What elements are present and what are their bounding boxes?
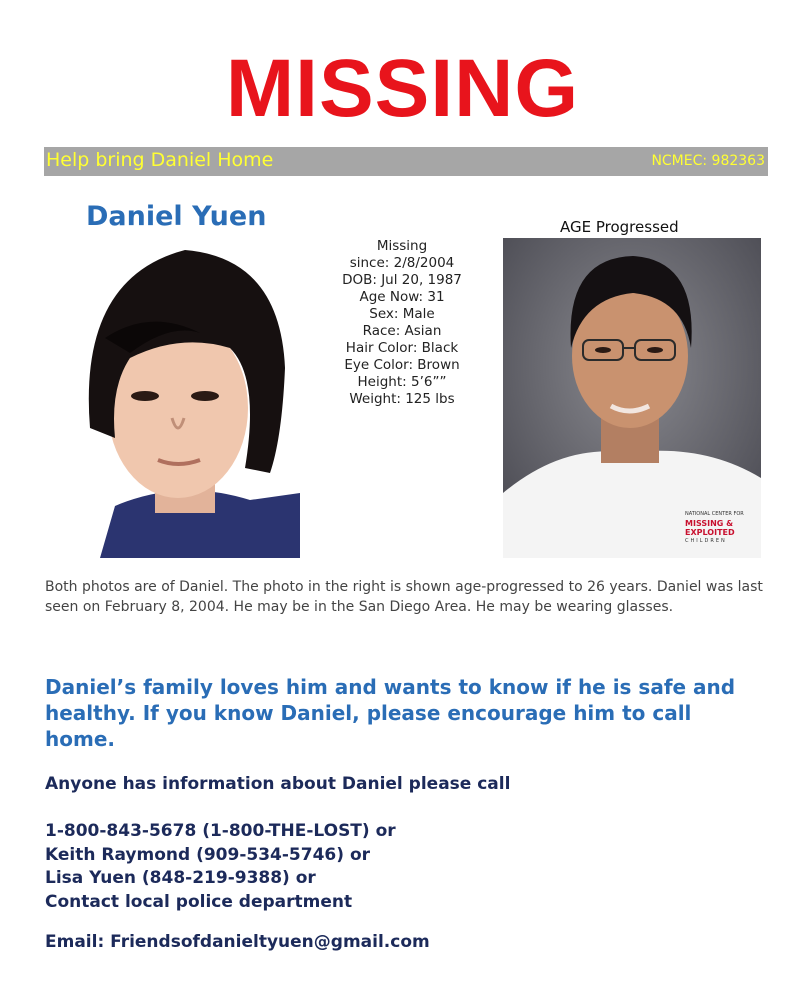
person-name: Daniel Yuen bbox=[86, 201, 267, 232]
logo-line-3: EXPLOITED bbox=[685, 528, 735, 537]
logo-line-2: MISSING & bbox=[685, 519, 734, 528]
call-prompt: Anyone has information about Daniel please call bbox=[45, 774, 511, 794]
ncmec-logo bbox=[685, 510, 757, 546]
age-progressed-label: AGE Progressed bbox=[560, 218, 679, 236]
poster-title: MISSING bbox=[225, 43, 580, 134]
contact-list bbox=[45, 820, 396, 914]
banner-headline: Help bring Daniel Home bbox=[46, 149, 274, 171]
logo-line-4: CHILDREN bbox=[685, 538, 727, 544]
contact-keith-raymond: Keith Raymond (909-534-5746) or bbox=[45, 844, 371, 865]
detail-eye-color: Eye Color: Brown bbox=[344, 357, 460, 373]
detail-dob: DOB: Jul 20, 1987 bbox=[342, 272, 462, 288]
detail-age-now: Age Now: 31 bbox=[359, 289, 445, 305]
contact-lisa-yuen: Lisa Yuen (848-219-9388) or bbox=[45, 868, 316, 888]
detail-hair-color: Hair Color: Black bbox=[345, 340, 459, 356]
contact-email[interactable]: Email: Friendsofdanieltyuen@gmail.com bbox=[45, 932, 430, 952]
banner bbox=[44, 147, 768, 176]
person-details bbox=[318, 238, 486, 408]
contact-hotline: 1-800-843-5678 (1-800-THE-LOST) or bbox=[45, 821, 396, 841]
contact-police: Contact local police department bbox=[45, 891, 353, 912]
family-appeal: Daniel’s family loves him and wants to know if he is safe and healthy. If you know Daniel, please encourage him to call home. bbox=[45, 675, 736, 751]
detail-height: Height: 5’6”” bbox=[357, 374, 447, 390]
detail-missing-since: since: 2/8/2004 bbox=[349, 255, 455, 271]
detail-sex: Sex: Male bbox=[369, 306, 435, 322]
logo-line-1: NATIONAL CENTER FOR bbox=[685, 511, 744, 517]
original-photo bbox=[60, 238, 300, 558]
description: Both photos are of Daniel. The photo in the right is shown age-progressed to 26 years. Daniel was last seen on February 8, 2004. He may be in the San Diego Area. He may be wearing glasses. bbox=[45, 579, 763, 615]
detail-missing: Missing bbox=[376, 238, 428, 254]
detail-race: Race: Asian bbox=[362, 323, 442, 339]
case-number: NCMEC: 982363 bbox=[651, 153, 765, 169]
detail-weight: Weight: 125 lbs bbox=[349, 391, 455, 407]
age-progressed-photo bbox=[503, 238, 761, 558]
